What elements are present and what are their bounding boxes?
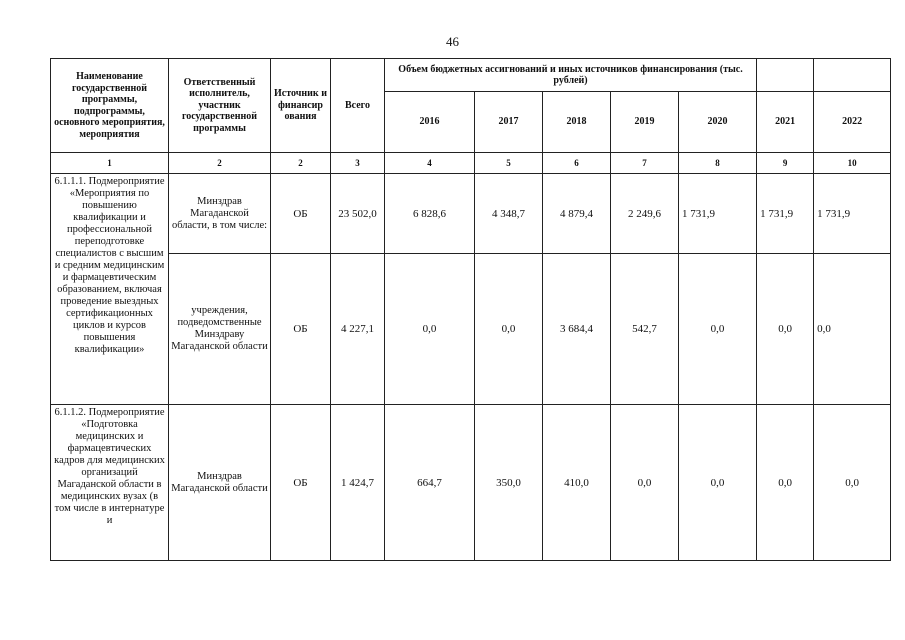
budget-table [50,58,891,561]
column-number: 7 [611,153,679,174]
header-source: Источник и финансир ования [271,59,331,153]
table-row [51,254,891,405]
value-cell: 4 348,7 [475,174,543,254]
executor-cell: Минздрав Магаданской области, в том числе: [169,174,271,254]
header-executor: Ответственный исполнитель, участник государственной программы [169,59,271,153]
value-cell: 1 731,9 [757,174,814,254]
value-cell: 0,0 [814,254,891,405]
total-cell: 1 424,7 [331,405,385,561]
header-year: 2016 [385,92,475,153]
value-cell: 350,0 [475,405,543,561]
header-name: Наименование государственной программы, подпрограммы, основного мероприятия, мероприятия [51,59,169,153]
value-cell: 0,0 [814,405,891,561]
header-year: 2017 [475,92,543,153]
column-number: 5 [475,153,543,174]
value-cell: 0,0 [611,405,679,561]
header-volume: Объем бюджетных ассигнований и иных источников финансирования (тыс. рублей) [385,59,757,92]
value-cell: 0,0 [385,254,475,405]
value-cell: 1 731,9 [814,174,891,254]
header-blank-cell [814,59,891,92]
column-number: 2 [271,153,331,174]
measure-name-cell: 6.1.1.1. Подмероприятие «Мероприятия по повышению квалификации и профессиональной переподготовке специалистов с высшим и средним медицинским и фармацевтическим образованием, включая проведение выездных сертификационных циклов и курсов повышения квалификации» [51,174,169,405]
value-cell: 1 731,9 [679,174,757,254]
source-cell: ОБ [271,405,331,561]
total-cell: 23 502,0 [331,174,385,254]
measure-name-cell: 6.1.1.2. Подмероприятие «Подготовка медицинских и фармацевтических кадров для медицинских организаций Магаданской области в медицинских вузах (в том числе в интернатуре и [51,405,169,561]
header-year: 2021 [757,92,814,153]
value-cell: 4 879,4 [543,174,611,254]
value-cell: 0,0 [757,254,814,405]
table-row [51,174,891,254]
header-year: 2022 [814,92,891,153]
column-number: 9 [757,153,814,174]
value-cell: 2 249,6 [611,174,679,254]
value-cell: 664,7 [385,405,475,561]
value-cell: 542,7 [611,254,679,405]
value-cell: 0,0 [679,405,757,561]
value-cell: 6 828,6 [385,174,475,254]
source-cell: ОБ [271,174,331,254]
column-number: 4 [385,153,475,174]
total-cell: 4 227,1 [331,254,385,405]
header-blank-cell [757,59,814,92]
column-number: 10 [814,153,891,174]
column-number: 8 [679,153,757,174]
value-cell: 0,0 [475,254,543,405]
header-year: 2019 [611,92,679,153]
header-year: 2020 [679,92,757,153]
value-cell: 410,0 [543,405,611,561]
column-number: 6 [543,153,611,174]
value-cell: 0,0 [757,405,814,561]
table-row [51,405,891,561]
column-number: 2 [169,153,271,174]
column-number: 3 [331,153,385,174]
page-number: 46 [446,34,459,49]
header-year: 2018 [543,92,611,153]
executor-cell: Минздрав Магаданской области [169,405,271,561]
source-cell: ОБ [271,254,331,405]
executor-cell: учреждения, подведомственные Минздраву Магаданской области [169,254,271,405]
value-cell: 3 684,4 [543,254,611,405]
column-number: 1 [51,153,169,174]
value-cell: 0,0 [679,254,757,405]
header-total: Всего [331,59,385,153]
